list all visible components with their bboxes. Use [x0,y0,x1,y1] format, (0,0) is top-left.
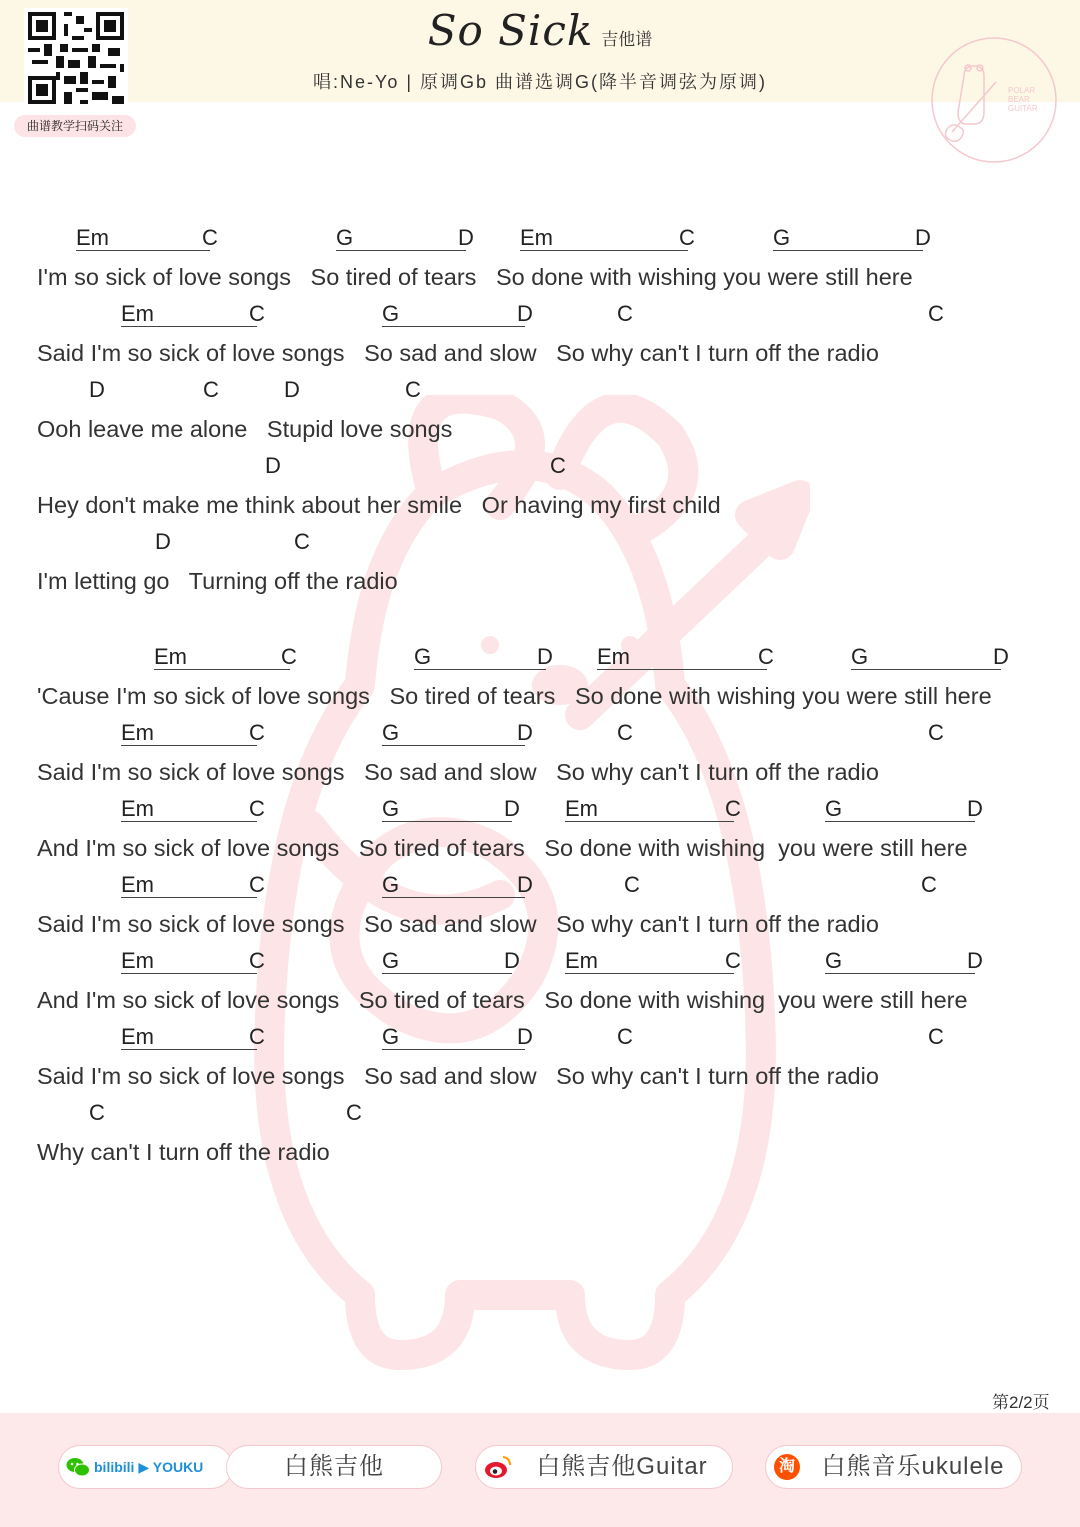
page-number: 第2/2页 [992,1393,1050,1412]
chord-c: C [921,872,937,897]
taobao-icon: 淘 [774,1454,800,1480]
chord-d: D [155,529,171,554]
chord-span-underline [76,250,210,251]
chord-g: G [825,796,843,821]
chord-c: C [294,529,310,554]
chord-span-underline [382,821,512,822]
chord-g: G [382,301,400,326]
chord-em: Em [121,1024,154,1049]
chord-c: C [550,453,566,478]
chord-span-underline [336,250,466,251]
chord-d: D [89,377,105,402]
chord-span-underline [825,973,975,974]
chord-g: G [773,225,791,250]
chord-d: D [504,796,520,821]
chord-span-underline [382,897,525,898]
chord-span-underline [382,326,525,327]
chord-c: C [249,872,265,897]
chord-d: D [517,872,533,897]
wechat-icon [66,1456,90,1478]
lyric-line: And I'm so sick of love songs So tired of tears So done with wishing you were still here [37,987,968,1013]
chord-c: C [405,377,421,402]
lyric-line: 'Cause I'm so sick of love songs So tired of tears So done with wishing you were still here [37,683,992,709]
title-text: So Sick [427,6,594,55]
chord-d: D [517,720,533,745]
song-title [0,6,1080,55]
lyric-line: And I'm so sick of love songs So tired of tears So done with wishing you were still here [37,835,968,861]
chord-c: C [928,1024,944,1049]
chord-c: C [249,796,265,821]
chord-c: C [89,1100,105,1125]
chord-span-underline [121,745,257,746]
title-suffix: 吉他谱 [601,30,653,49]
chord-c: C [624,872,640,897]
chord-g: G [382,796,400,821]
chord-em: Em [121,796,154,821]
chord-d: D [537,644,553,669]
chord-g: G [414,644,432,669]
chord-em: Em [121,872,154,897]
chord-span-underline [773,250,923,251]
chord-c: C [202,225,218,250]
chord-d: D [517,301,533,326]
chord-span-underline [121,897,257,898]
chord-span-underline [382,1049,525,1050]
chord-c: C [928,720,944,745]
chord-c: C [203,377,219,402]
chord-d: D [517,1024,533,1049]
channel-label-2: 白熊吉他Guitar [536,1453,708,1480]
chord-d: D [967,796,983,821]
channel-label-3: 白熊音乐ukulele [821,1453,1005,1480]
chord-em: Em [121,720,154,745]
chord-c: C [281,644,297,669]
chord-span-underline [121,326,257,327]
chord-d: D [284,377,300,402]
polar-bear-logo-icon [930,36,1058,164]
chord-g: G [825,948,843,973]
chord-c: C [725,796,741,821]
chord-em: Em [565,948,598,973]
chord-c: C [617,301,633,326]
song-subtitle: 唱:Ne-Yo | 原调Gb 曲谱选调G(降半音调弦为原调) [312,72,768,92]
chord-span-underline [520,250,688,251]
chord-span-underline [382,745,525,746]
chord-g: G [382,948,400,973]
chord-c: C [928,301,944,326]
chord-span-underline [851,669,1001,670]
chord-d: D [458,225,474,250]
chord-span-underline [121,1049,257,1050]
chord-d: D [504,948,520,973]
chord-span-underline [565,973,734,974]
lyric-line: Hey don't make me think about her smile Or having my first child [37,492,721,518]
chord-g: G [382,1024,400,1049]
chord-c: C [249,301,265,326]
logo-text-1: POLAR [1008,86,1036,95]
chord-c: C [249,720,265,745]
logo-text-2: BEAR [1008,95,1030,104]
chord-em: Em [76,225,109,250]
chord-c: C [679,225,695,250]
lyric-line: Said I'm so sick of love songs So sad and slow So why can't I turn off the radio [37,759,879,785]
chord-c: C [249,1024,265,1049]
video-sites-label: bilibili ▶ YOUKU [94,1459,204,1475]
chord-span-underline [154,669,290,670]
lyric-line: Said I'm so sick of love songs So sad and slow So why can't I turn off the radio [37,340,879,366]
lyric-line: Said I'm so sick of love songs So sad and slow So why can't I turn off the radio [37,911,879,937]
chord-em: Em [520,225,553,250]
chord-d: D [915,225,931,250]
chord-span-underline [825,821,975,822]
logo-text-3: GUITAR [1008,104,1038,113]
chord-em: Em [565,796,598,821]
qr-caption: 曲谱教学扫码关注 [14,115,136,137]
lyric-line: Said I'm so sick of love songs So sad and slow So why can't I turn off the radio [37,1063,879,1089]
weibo-icon [484,1454,512,1480]
chord-c: C [249,948,265,973]
chord-c: C [725,948,741,973]
lyric-line: I'm so sick of love songs So tired of tears So done with wishing you were still here [37,264,913,290]
chord-c: C [758,644,774,669]
chord-c: C [617,720,633,745]
chord-g: G [382,720,400,745]
chord-span-underline [414,669,546,670]
chord-c: C [346,1100,362,1125]
chord-g: G [382,872,400,897]
chord-d: D [265,453,281,478]
chord-span-underline [565,821,734,822]
chord-d: D [967,948,983,973]
lyric-line: I'm letting go Turning off the radio [37,568,398,594]
chord-span-underline [121,973,257,974]
chord-span-underline [121,821,257,822]
chord-em: Em [597,644,630,669]
chord-em: Em [121,948,154,973]
chord-span-underline [597,669,767,670]
chord-g: G [336,225,354,250]
lyric-line: Why can't I turn off the radio [37,1139,330,1165]
chord-g: G [851,644,869,669]
chord-em: Em [154,644,187,669]
channel-label-1: 白熊吉他 [284,1453,384,1480]
chord-c: C [617,1024,633,1049]
chord-span-underline [382,973,512,974]
lyric-line: Ooh leave me alone Stupid love songs [37,416,453,442]
chord-d: D [993,644,1009,669]
chord-em: Em [121,301,154,326]
